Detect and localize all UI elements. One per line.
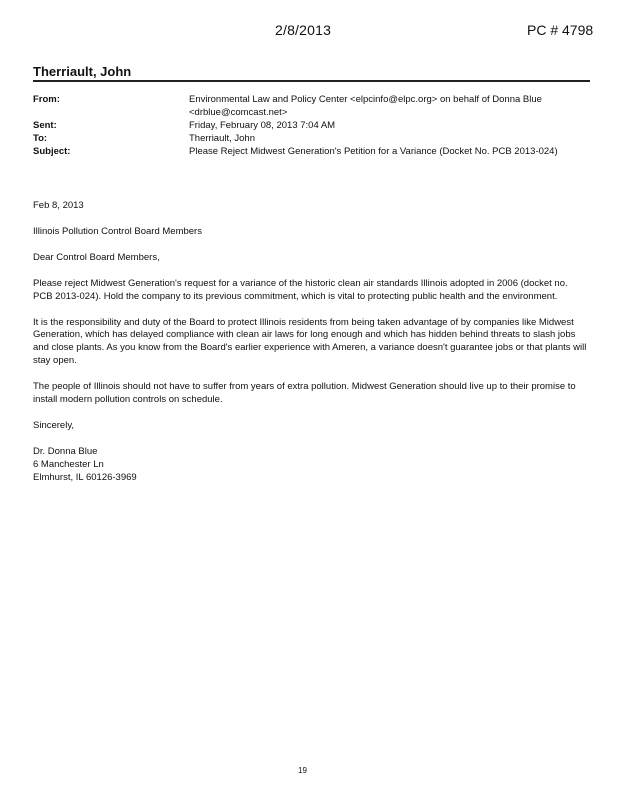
stamp-date: 2/8/2013 xyxy=(275,22,332,38)
email-body xyxy=(33,200,588,485)
letter-salutation: Dear Control Board Members, xyxy=(33,251,160,263)
header-divider xyxy=(33,80,590,82)
letter-paragraph: Please reject Midwest Generation's request for a variance of the historic clean air standards Illinois adopted in 2006 (docket no. PCB 2013-024). Hold the company to its previous commitment, which is vital to protecting public health and the environment. xyxy=(33,277,568,302)
header-label: From: xyxy=(33,94,60,105)
page-number: 19 xyxy=(298,766,307,775)
header-value: Please Reject Midwest Generation's Petition for a Variance (Docket No. PCB 2013-024) xyxy=(189,145,558,157)
signature-block xyxy=(33,446,588,485)
sender-name: Therriault, John xyxy=(33,64,132,79)
header-value: Therriault, John xyxy=(189,132,256,144)
pc-number: PC # 4798 xyxy=(527,22,594,38)
letter-closing: Sincerely, xyxy=(33,419,75,431)
signature-name: Dr. Donna Blue xyxy=(33,445,98,457)
header-value: Environmental Law and Policy Center <elpcinfo@elpc.org> on behalf of Donna Blue <drblue@comcast.net> xyxy=(189,94,542,118)
letter-recipient: Illinois Pollution Control Board Members xyxy=(33,225,202,237)
header-label: To: xyxy=(33,132,48,144)
letter-date: Feb 8, 2013 xyxy=(33,200,84,211)
header-label: Sent: xyxy=(33,120,57,131)
signature-city: Elmhurst, IL 60126-3969 xyxy=(33,471,137,483)
letter-paragraph: It is the responsibility and duty of the Board to protect Illinois residents from being taken advantage of by companies like Midwest Generation, which has delayed compliance with clean air laws for long enough and which has hidden behind threats to slash jobs and close plants. As you know from the Board's earlier experience with Ameren, a variance doesn't guarantee jobs or that plants will stay open. xyxy=(33,316,587,367)
signature-address: 6 Manchester Ln xyxy=(33,458,104,470)
header-label: Subject: xyxy=(33,145,71,157)
header-value: Friday, February 08, 2013 7:04 AM xyxy=(189,120,336,131)
letter-paragraph: The people of Illinois should not have to suffer from years of extra pollution. Midwest Generation should live up to their promise to install modern pollution controls on schedule. xyxy=(33,381,576,406)
